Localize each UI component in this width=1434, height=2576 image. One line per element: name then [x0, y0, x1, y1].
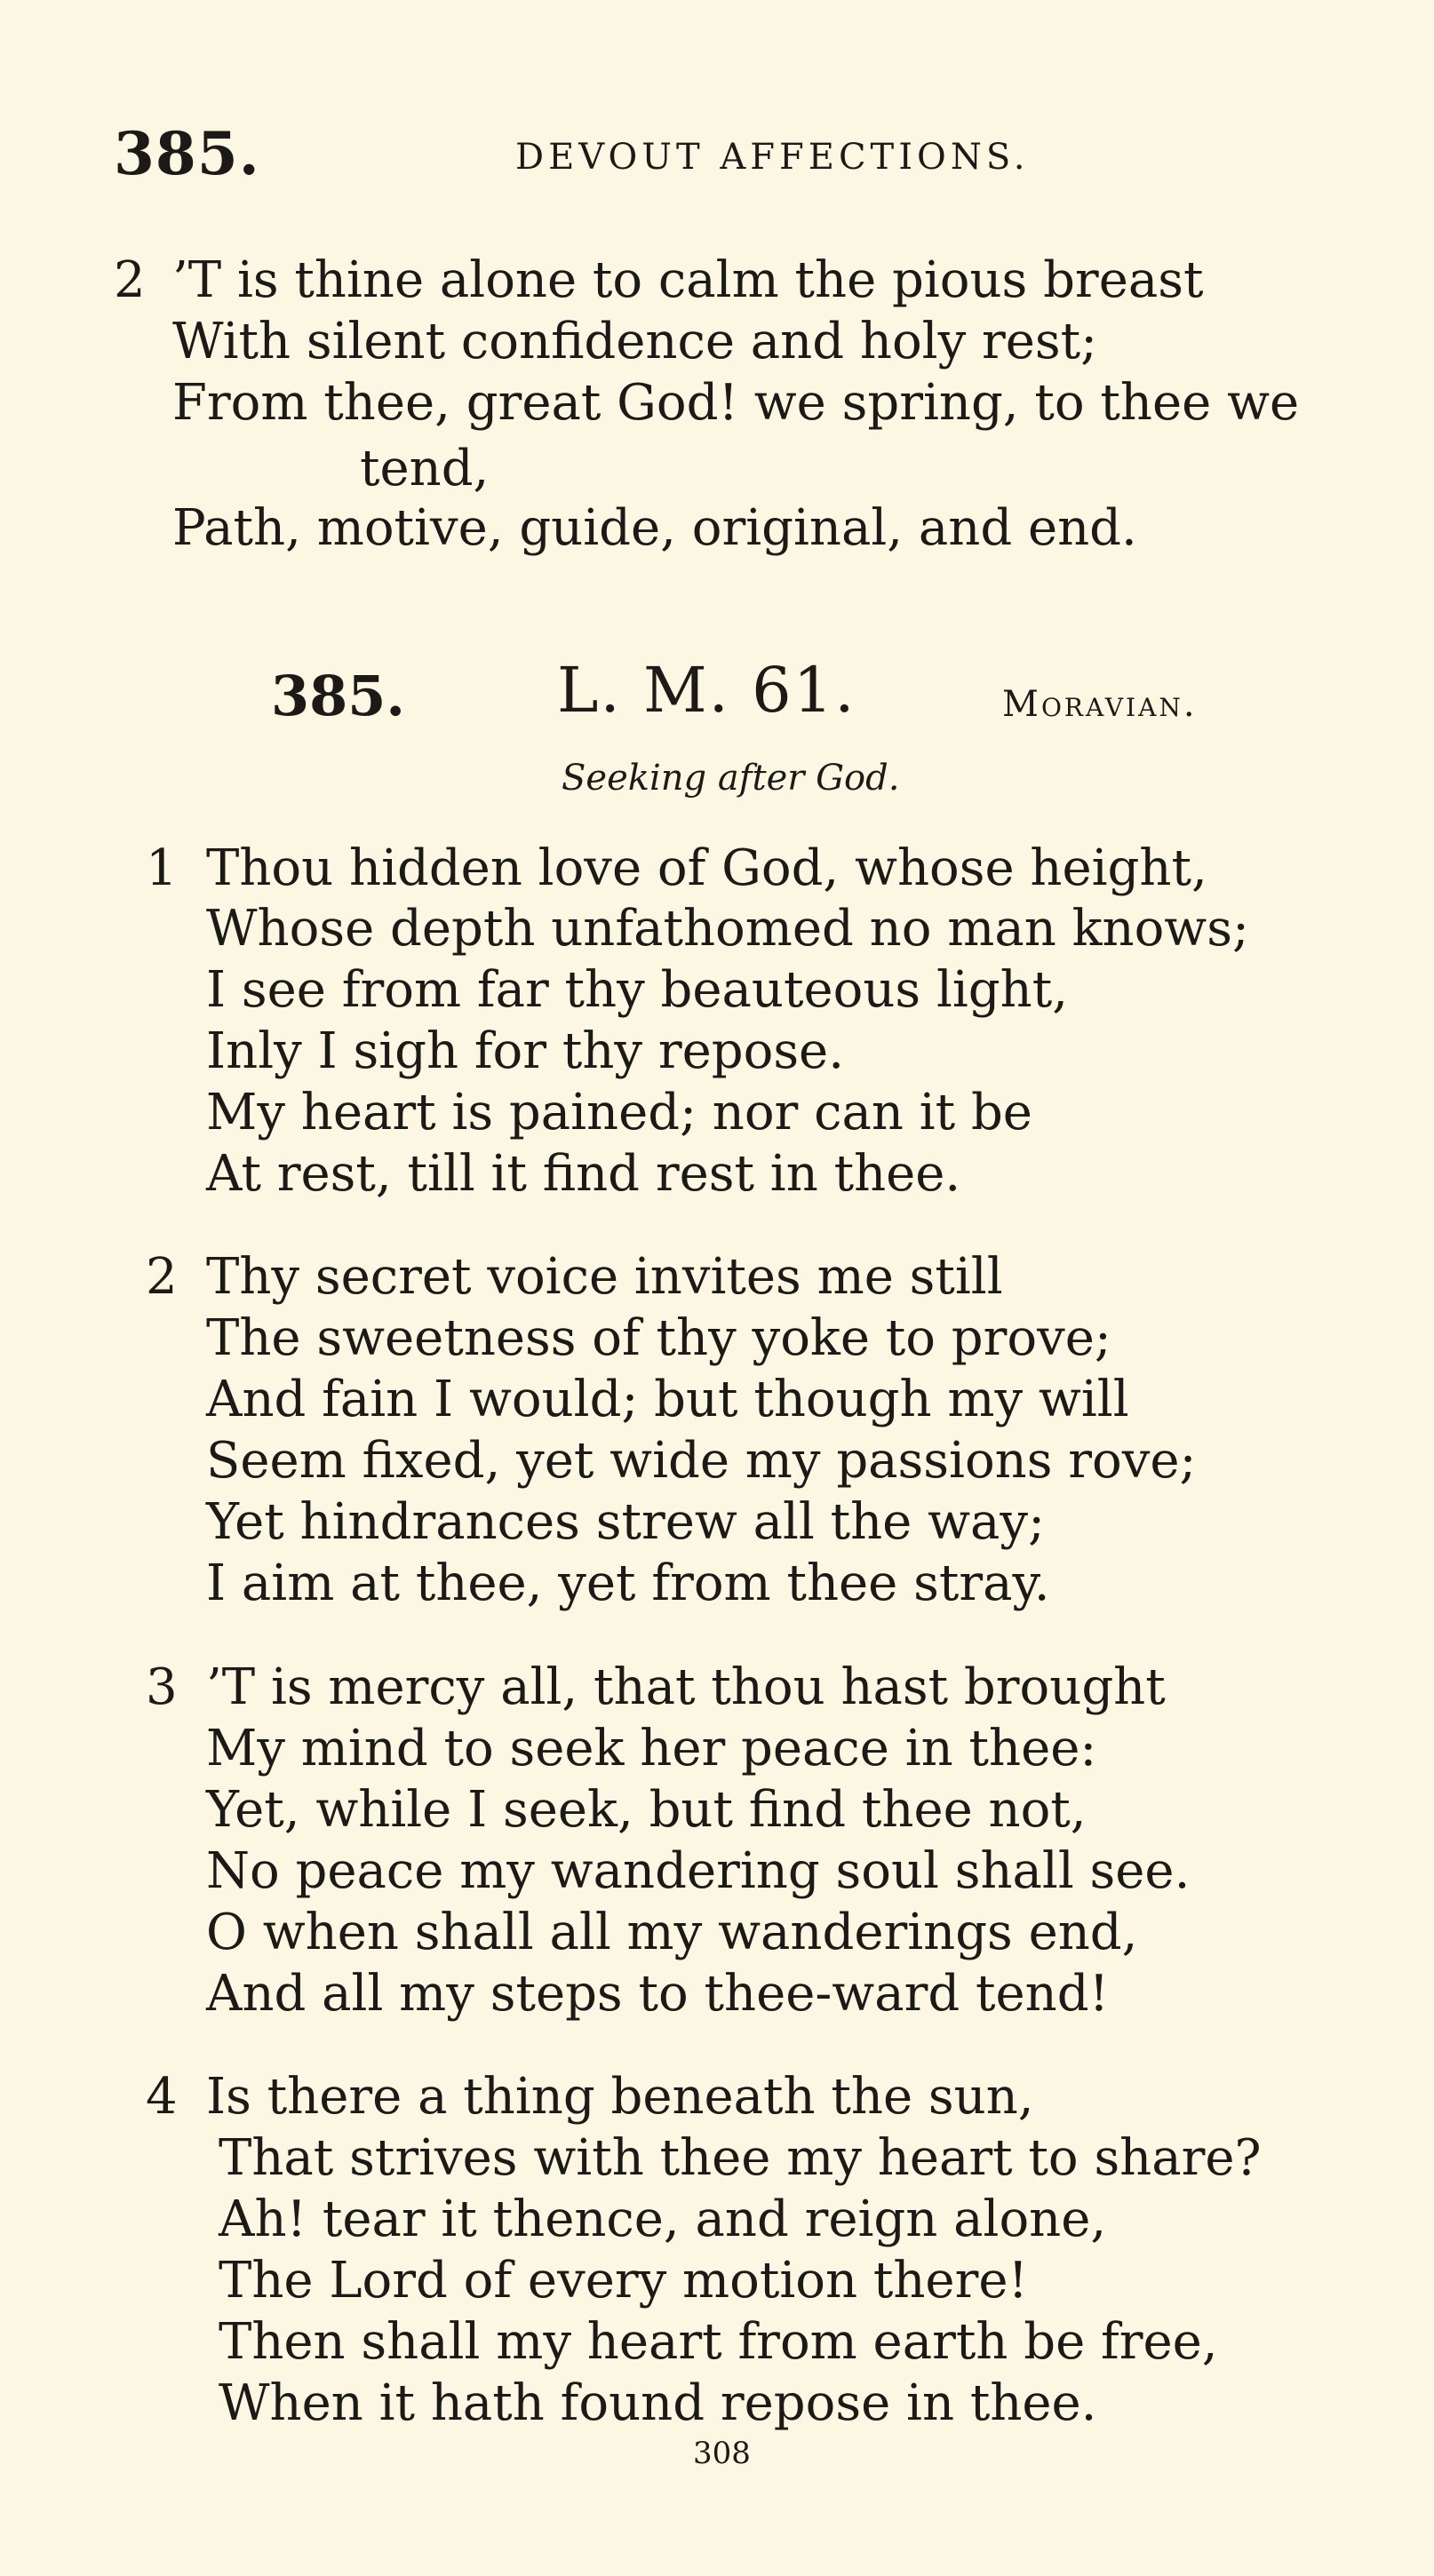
verse-line: That strives with thee my heart to share? [219, 2129, 1262, 2187]
verse-line: With silent confidence and holy rest; [172, 313, 1098, 370]
verse-line: No peace my wandering soul shall see. [206, 1842, 1191, 1900]
verse-line: My heart is pained; nor can it be [206, 1084, 1032, 1141]
verse-line: Seem fixed, yet wide my passions rove; [206, 1432, 1197, 1490]
verse-line: The Lord of every motion there! [219, 2252, 1028, 2310]
stanza-number: 2 [146, 1248, 178, 1306]
verse-line: Yet hindrances strew all the way; [206, 1493, 1045, 1551]
verse-line: Yet, while I seek, but find thee not, [206, 1781, 1087, 1839]
verse-line: And fain I would; but though my will [206, 1371, 1129, 1428]
verse-line: Path, motive, guide, original, and end. [172, 499, 1137, 557]
verse-line: From thee, great God! we spring, to thee we [172, 374, 1300, 432]
verse-line: Is there a thing beneath the sun, [206, 2068, 1034, 2126]
running-head-title: DEVOUT AFFECTIONS. [515, 137, 1030, 178]
verse-line: Thou hidden love of God, whose height, [206, 839, 1207, 897]
verse-line: Ah! tear it thence, and reign alone, [219, 2190, 1107, 2248]
verse-line: At rest, till it find rest in thee. [206, 1145, 961, 1203]
running-head-number: 385. [114, 119, 260, 188]
page-number: 308 [693, 2436, 751, 2471]
stanza-number: 4 [146, 2068, 178, 2126]
verse-line: When it hath found repose in thee. [219, 2374, 1097, 2432]
hymn-tune: Moravian. [1002, 684, 1198, 725]
verse-line: I aim at thee, yet from thee stray. [206, 1554, 1050, 1612]
stanza-number: 2 [114, 251, 146, 309]
verse-line: ’T is thine alone to calm the pious breast [172, 251, 1204, 309]
hymn-meter: L. M. 61. [557, 654, 856, 727]
verse-line: I see from far thy beauteous light, [206, 961, 1068, 1019]
verse-line: The sweetness of thy yoke to prove; [206, 1309, 1111, 1367]
verse-line: ’T is mercy all, that thou hast brought [206, 1658, 1166, 1716]
stanza-number: 3 [146, 1658, 178, 1716]
verse-line: Then shall my heart from earth be free, [219, 2313, 1218, 2371]
verse-line: Whose depth unfathomed no man knows; [206, 900, 1249, 958]
verse-line: Inly I sigh for thy repose. [206, 1022, 844, 1080]
verse-line: O when shall all my wanderings end, [206, 1904, 1138, 1961]
verse-line: Thy secret voice invites me still [206, 1248, 1003, 1306]
hymn-subtitle: Seeking after God. [562, 758, 900, 799]
verse-line: My mind to seek her peace in thee: [206, 1720, 1097, 1777]
verse-line-continuation: tend, [360, 440, 490, 497]
verse-line: And all my steps to thee-ward tend! [206, 1965, 1110, 2023]
hymn-number: 385. [271, 664, 406, 728]
stanza-number: 1 [146, 839, 178, 897]
